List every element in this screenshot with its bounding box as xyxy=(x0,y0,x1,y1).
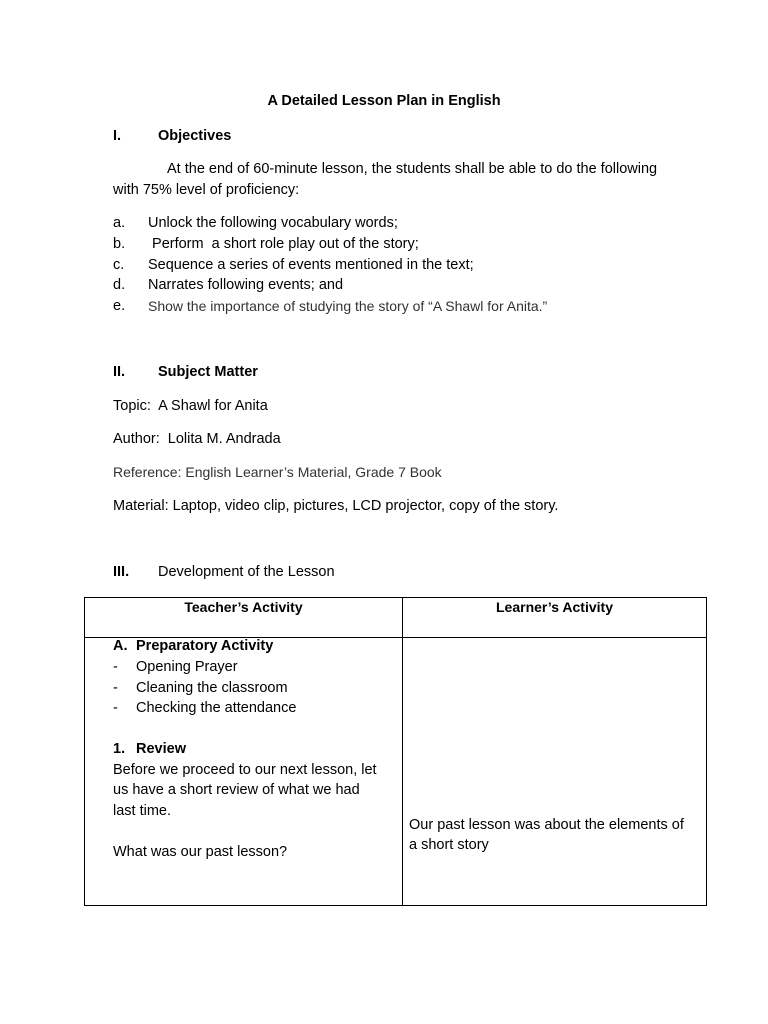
learner-activity-cell xyxy=(403,638,707,906)
section-title-development: Development of the Lesson xyxy=(158,564,335,580)
list-item-text: Perform a short role play out of the story; xyxy=(148,236,419,252)
list-item-letter: c. xyxy=(113,257,125,273)
table-header-row xyxy=(85,598,707,638)
topic-line: Topic: A Shawl for Anita xyxy=(113,398,268,414)
prep-label: A. xyxy=(113,638,128,654)
table-row xyxy=(85,638,707,906)
list-item-text: Unlock the following vocabulary words; xyxy=(148,215,398,231)
list-item-letter: d. xyxy=(113,277,126,293)
list-item-letter: e. xyxy=(113,298,126,314)
objectives-intro-line2: with 75% level of proficiency: xyxy=(113,182,300,198)
section-title-subject-matter: Subject Matter xyxy=(158,364,258,380)
review-text-line: us have a short review of what we had xyxy=(113,782,360,798)
objectives-intro-line1: At the end of 60-minute lesson, the students shall be able to do the following xyxy=(167,161,658,177)
review-text-line: last time. xyxy=(113,803,172,819)
review-label: 1. xyxy=(113,741,126,757)
section-number-development: III. xyxy=(113,564,130,580)
learner-answer-line: Our past lesson was about the elements of xyxy=(409,817,684,833)
list-item-letter: a. xyxy=(113,215,126,231)
review-title: Review xyxy=(136,741,186,757)
list-item-text: Show the importance of studying the story of “A Shawl for Anita.” xyxy=(148,298,548,314)
learner-activity-header: Learner’s Activity xyxy=(403,598,707,638)
teacher-activity-cell xyxy=(85,638,403,906)
material-line: Material: Laptop, video clip, pictures, LCD projector, copy of the story. xyxy=(113,498,559,514)
dash-marker: - xyxy=(113,659,118,675)
lesson-activity-table xyxy=(84,597,707,906)
document-title: A Detailed Lesson Plan in English xyxy=(267,93,501,109)
dash-marker: - xyxy=(113,680,118,696)
section-title-objectives: Objectives xyxy=(158,128,232,144)
prep-title: Preparatory Activity xyxy=(136,638,274,654)
teacher-activity-header: Teacher’s Activity xyxy=(85,598,403,638)
list-item: Cleaning the classroom xyxy=(136,680,288,696)
list-item-text: Narrates following events; and xyxy=(148,277,344,293)
author-line: Author: Lolita M. Andrada xyxy=(113,431,281,447)
section-number-objectives: I. xyxy=(113,128,122,144)
learner-answer-line: a short story xyxy=(409,837,489,853)
list-item-letter: b. xyxy=(113,236,126,252)
review-text-line: Before we proceed to our next lesson, let xyxy=(113,762,377,778)
dash-marker: - xyxy=(113,700,118,716)
review-question: What was our past lesson? xyxy=(113,844,288,860)
section-number-subject-matter: II. xyxy=(113,364,126,380)
list-item: Checking the attendance xyxy=(136,700,297,716)
list-item-text: Sequence a series of events mentioned in the text; xyxy=(148,257,474,273)
list-item: Opening Prayer xyxy=(136,659,238,675)
reference-line: Reference: English Learner’s Material, Grade 7 Book xyxy=(113,464,442,480)
